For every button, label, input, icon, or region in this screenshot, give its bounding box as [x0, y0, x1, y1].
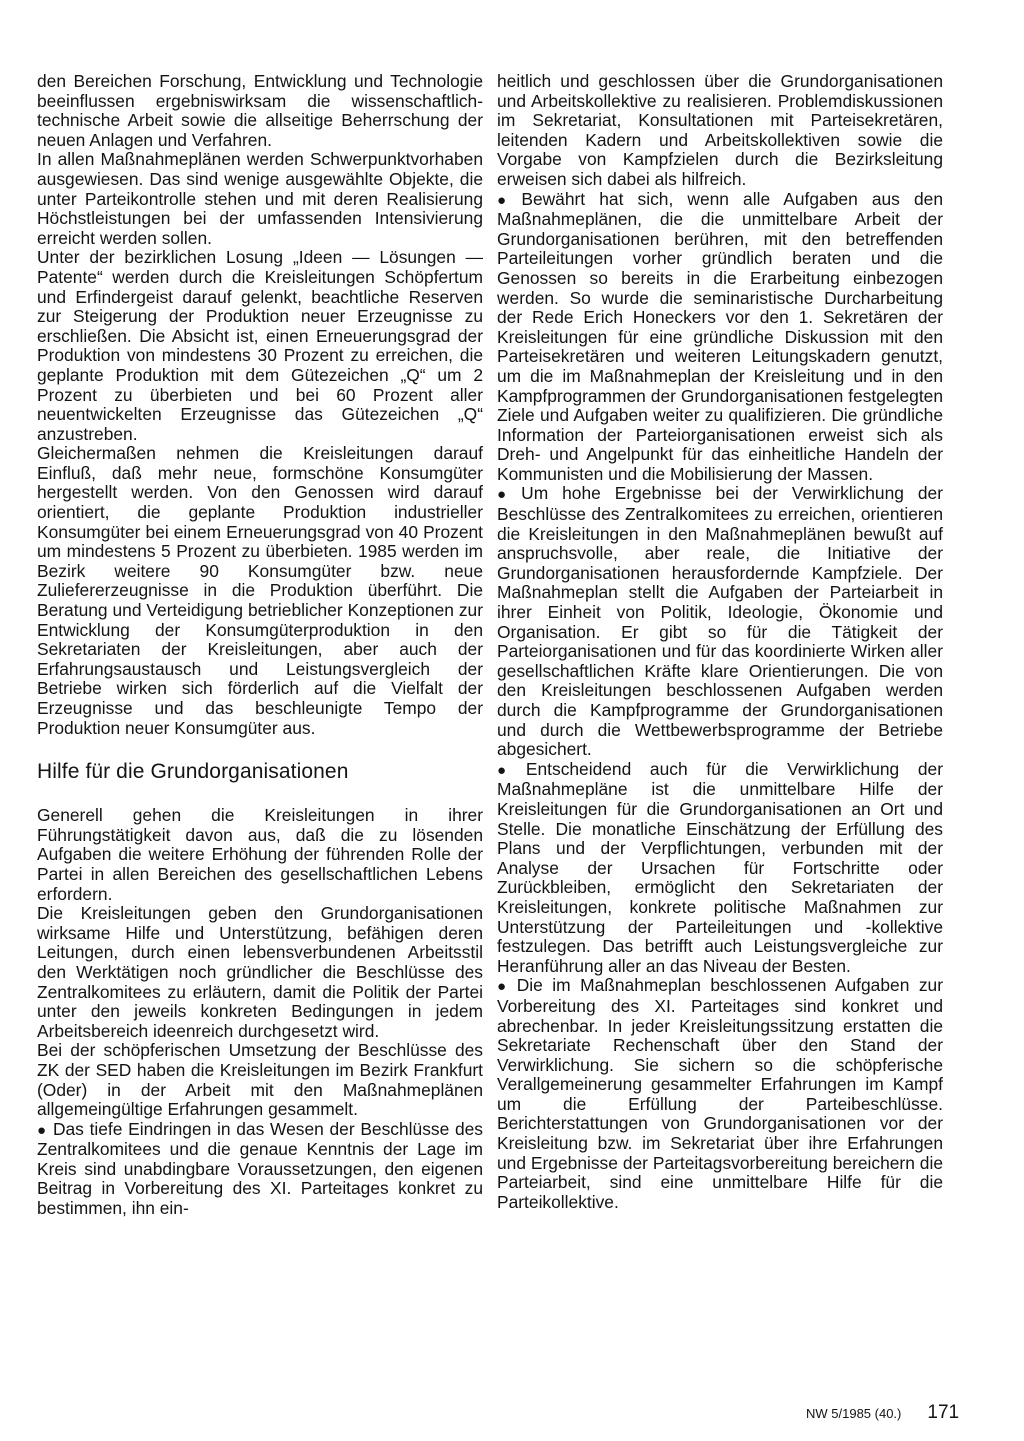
bullet-paragraph-text: Die im Maßnahmeplan beschlossenen Aufgaben zur Vorbereitung des XI. Parteitages sind konkret und abrechenbar. In jeder Kreisleitungssitzung erstatten die Sekretariate Rechenschaft über den Stand der Verwirklichung. Sie sichern so die schöpferische Verallgemeinerung gesammelter Erfahrungen im Kampf um die Erfüllung der Parteibeschlüsse. Berichterstattungen von Grundorganisationen vor der Kreisleitung bzw. im Sekretariat über ihre Erfahrungen und Ergebnisse der Parteitagsvorbereitung bereichern die Parteiarbeit, sind eine unmittelbare Hilfe für die Parteikollektive. [497, 975, 943, 1212]
bullet-icon: ● [37, 1121, 47, 1139]
paragraph: Bei der schöpferischen Umsetzung der Beschlüsse des ZK der SED haben die Kreisleitungen im Bezirk Frankfurt (Oder) in der Arbeit mit den Maßnahmeplänen allgemeingültige Erfahrungen gesammelt. [37, 1040, 483, 1120]
paragraph: den Bereichen Forschung, Entwicklung und Technologie beeinflussen ergebniswirksam die wissenschaftlich-technische Arbeit sowie die allseitige Beherrschung der neuen Anlagen und Verfahren. [37, 71, 483, 150]
paragraph: Generell gehen die Kreisleitungen in ihrer Führungstätigkeit davon aus, daß die zu lösenden Aufgaben die weitere Erhöhung der führenden Rolle der Partei in allen Bereichen des gesellschaftlichen Lebens erfordern. [37, 805, 483, 904]
paragraph: heitlich und geschlossen über die Grundorganisationen und Arbeitskollektive zu realisieren. Problemdiskussionen im Sekretariat, Konsultationen mit Parteisekretären, leitenden Kadern und Arbeitskollektiven sowie die Vorgabe von Kampfzielen durch die Bezirksleitung erweisen sich dabei als hilfreich. [497, 71, 943, 189]
bullet-paragraph [37, 1120, 483, 1219]
left-column [37, 72, 483, 1219]
bullet-paragraph [497, 484, 943, 759]
page-footer [806, 1402, 959, 1424]
bullet-paragraph [497, 760, 943, 977]
footer-source: NW 5/1985 (40.) [806, 1406, 902, 1421]
bullet-paragraph-text: Um hohe Ergebnisse bei der Verwirklichung der Beschlüsse des Zentralkomitees zu erreichen, orientieren die Kreisleitungen in den Maßnahmeplänen bewußt auf anspruchsvolle, aber reale, die Initiative der Grundorganisationen herausfordernde Kampfziele. Der Maßnahmeplan stellt die Aufgaben der Parteiarbeit in ihrer Einheit von Politik, Ideologie, Ökonomie und Organisation. Er gibt so für die Tätigkeit der Parteiorganisationen und für das koordinierte Wirken aller gesellschaftlichen Kräfte klare Orientierungen. Die von den Kreisleitungen beschlossenen Aufgaben werden durch die Kampfprogramme der Grundorganisationen und durch die Wettbewerbsprogramme der Betriebe abgesichert. [497, 483, 944, 760]
bullet-icon: ● [497, 191, 516, 209]
bullet-paragraph-text: Bewährt hat sich, wenn alle Aufgaben aus den Maßnahmeplänen, die die unmittelbare Arbeit der Grundorganisationen berühren, mit den betreffenden Parteileitungen vorher gründlich beraten und die Genossen so bereits in die Erarbeitung einbezogen werden. So wurde die seminaristische Durcharbeitung der Rede Erich Honeckers vor den 1. Sekretären der Kreisleitungen für eine gründliche Diskussion mit den Parteisekretären und weiteren Leitungskadern genutzt, um die im Maßnahmeplan der Kreisleitung und in den Kampfprogrammen der Grundorganisationen festgelegten Ziele und Aufgaben weiter zu qualifizieren. Die gründliche Information der Parteiorganisationen erweist sich als Dreh- und Angelpunkt für das einheitliche Handeln der Kommunisten und die Mobilisierung der Massen. [497, 188, 943, 484]
bullet-paragraph-text: Das tiefe Eindringen in das Wesen der Beschlüsse des Zentralkomitees und die genaue Kenntnis der Lage im Kreis sind unabdingbare Voraussetzungen, den eigenen Beitrag in Vorbereitung des XI. Parteitages konkret zu bestimmen, ihn ein- [37, 1118, 483, 1219]
bullet-icon: ● [497, 761, 520, 779]
bullet-paragraph [497, 976, 943, 1212]
bullet-icon: ● [497, 486, 516, 504]
paragraph: In allen Maßnahmeplänen werden Schwerpunktvorhaben ausgewiesen. Das sind wenige ausgewählte Objekte, die unter Parteikontrolle stehen und mit deren Realisierung Höchstleistungen bei der umfassenden Intensivierung erreicht werden sollen. [37, 149, 483, 248]
paragraph: Die Kreisleitungen geben den Grundorganisationen wirksame Hilfe und Unterstützung, befähigen deren Leitungen, durch einen lebensverbundenen Arbeitsstil den Werktätigen noch gründlicher die Beschlüsse des Zentralkomitees zu erläutern, damit die Politik der Partei unter den jeweils konkreten Bedingungen in jedem Arbeitsbereich ideenreich durchgesetzt wird. [37, 903, 483, 1041]
bullet-paragraph [497, 190, 943, 485]
paragraph: Unter der bezirklichen Losung „Ideen — Lösungen — Patente“ werden durch die Kreisleitungen Schöpfertum und Erfindergeist darauf gelenkt, beachtliche Reserven zur Steigerung der Produktion neuer Erzeugnisse zu erschließen. Die Absicht ist, einen Erneuerungsgrad der Produktion von mindestens 30 Prozent zu erreichen, die geplante Produktion mit dem Gütezeichen „Q“ um 2 Prozent zu überbieten und bei 60 Prozent aller neuentwickelten Erzeugnisse das Gütezeichen „Q“ anzustreben. [37, 247, 483, 444]
page-number: 171 [927, 1402, 960, 1423]
bullet-icon: ● [497, 978, 511, 996]
section-heading: Hilfe für die Grundorganisationen [37, 760, 349, 784]
paragraph: Gleichermaßen nehmen die Kreisleitungen darauf Einfluß, daß mehr neue, formschöne Konsumgüter hergestellt werden. Von den Genossen wird darauf orientiert, die geplante Produktion industrieller Konsumgüter bei einem Erneuerungsgrad von 40 Prozent um mindestens 5 Prozent zu überbieten. 1985 werden im Bezirk weitere 90 Konsumgüter bzw. neue Zuliefererzeugnisse in die Produktion überführt. Die Beratung und Verteidigung betrieblicher Konzeptionen zur Entwicklung der Konsumgüterproduktion in den Sekretariaten der Kreisleitungen, aber auch der Erfahrungsaustausch und Leistungsvergleich der Betriebe wirken sich förderlich auf die Vielfalt der Erzeugnisse und das beschleunigte Tempo der Produktion neuer Konsumgüter aus. [37, 443, 483, 738]
right-column [497, 72, 943, 1212]
bullet-paragraph-text: Entscheidend auch für die Verwirklichung der Maßnahmepläne ist die unmittelbare Hilfe der Kreisleitungen für die Grundorganisationen an Ort und Stelle. Die monatliche Einschätzung der Erfüllung des Plans und der Verpflichtungen, verbunden mit der Analyse der Ursachen für Fortschritte oder Zurückbleiben, ermöglicht den Sekretariaten der Kreisleitungen, konkrete politische Maßnahmen zur Unterstützung der Parteileitungen und -kollektive festzulegen. Das betrifft auch Leistungsvergleiche zur Heranführung aller an das Niveau der Besten. [497, 758, 943, 976]
